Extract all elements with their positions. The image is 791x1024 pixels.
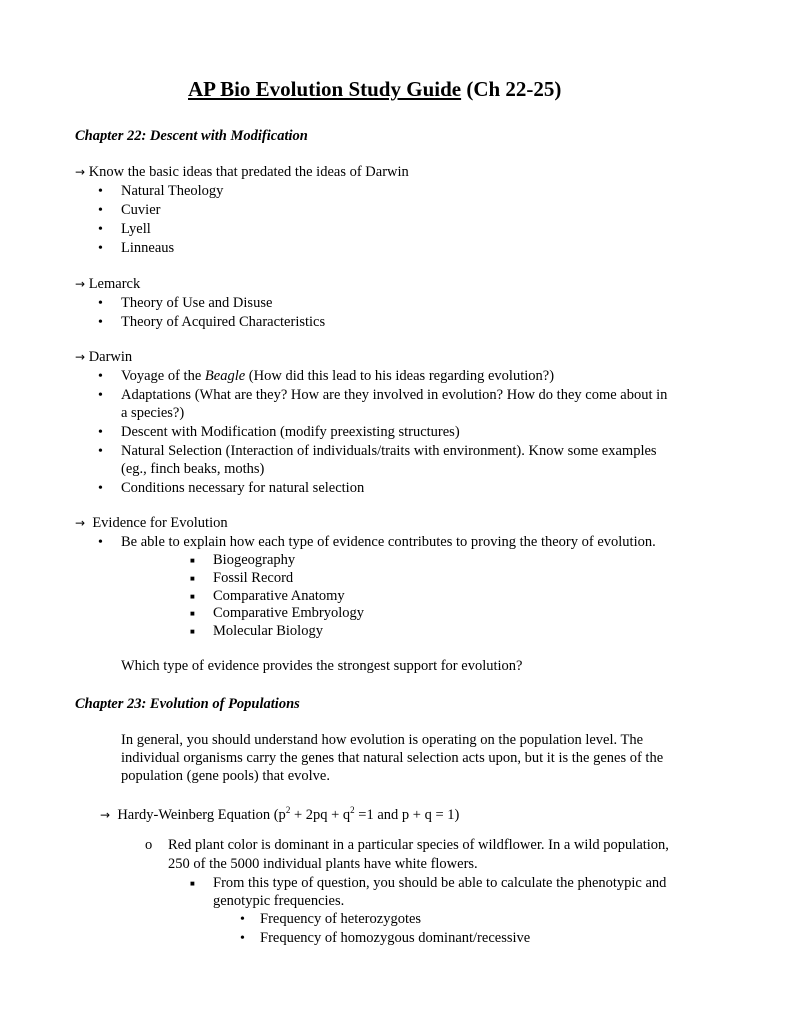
list-item-text-cont: a species?) xyxy=(121,405,185,421)
hw-superscript: 2 xyxy=(285,805,291,815)
list-item-text-cont: (eg., finch beaks, moths) xyxy=(121,461,265,477)
frequency-item: Frequency of heterozygotes xyxy=(260,911,422,927)
list-item xyxy=(98,423,103,443)
example-line: 250 of the 5000 individual plants have white flowers. xyxy=(168,856,478,872)
bullet-icon: • xyxy=(98,444,103,459)
evidence-heading xyxy=(75,514,228,533)
square-bullet-icon: ■ xyxy=(190,627,195,636)
paragraph-line: individual organisms carry the genes that natural selection acts upon, but it is the genes of the xyxy=(121,750,664,766)
predated-heading-text: Know the basic ideas that predated the ideas of Darwin xyxy=(88,164,409,180)
hardy-weinberg-item xyxy=(100,801,459,824)
darwin-heading-text: Darwin xyxy=(88,349,133,365)
page-title xyxy=(188,77,561,101)
lemarck-heading xyxy=(75,275,140,294)
evidence-type: Biogeography xyxy=(213,552,296,568)
list-item-text: Be able to explain how each type of evidence contributes to proving the theory of evolution. xyxy=(121,534,656,550)
evidence-heading-text: Evidence for Evolution xyxy=(92,515,228,531)
hw-part-b: + 2pq + q xyxy=(290,806,351,823)
list-item xyxy=(98,294,103,314)
list-item-text: Conditions necessary for natural selection xyxy=(121,480,365,496)
list-item xyxy=(240,910,245,930)
bullet-icon: • xyxy=(240,931,245,946)
calc-line: genotypic frequencies. xyxy=(213,893,345,909)
list-item-text: Theory of Acquired Characteristics xyxy=(121,314,326,330)
arrow-right-icon: → xyxy=(75,350,86,364)
list-item-text: Lyell xyxy=(121,221,151,237)
list-item-text: Adaptations (What are they? How are they involved in evolution? How do they come about in xyxy=(121,387,668,403)
list-item xyxy=(98,239,103,259)
bullet-icon: • xyxy=(98,369,103,384)
evidence-type: Molecular Biology xyxy=(213,623,323,639)
circle-bullet-icon: o xyxy=(145,837,153,853)
darwin-heading xyxy=(75,348,132,367)
arrow-right-icon: → xyxy=(75,516,86,530)
list-item-text: Theory of Use and Disuse xyxy=(121,295,273,311)
beagle-pre: Voyage of the xyxy=(121,368,205,384)
title-chapters: (Ch 22-25) xyxy=(461,77,562,101)
evidence-type: Fossil Record xyxy=(213,570,294,586)
bullet-icon: • xyxy=(98,388,103,403)
square-bullet-icon: ■ xyxy=(190,556,195,565)
bullet-icon: • xyxy=(98,481,103,496)
list-item xyxy=(98,367,103,387)
arrow-right-icon: → xyxy=(75,165,86,179)
evidence-type: Comparative Anatomy xyxy=(213,588,345,604)
bullet-icon: • xyxy=(98,296,103,311)
beagle-ship-name: Beagle xyxy=(204,368,246,384)
list-item xyxy=(98,533,103,553)
lemarck-heading-text: Lemarck xyxy=(88,276,141,292)
square-bullet-icon: ■ xyxy=(190,592,195,601)
title-main: AP Bio Evolution Study Guide xyxy=(188,77,462,101)
list-item xyxy=(240,929,245,949)
evidence-question: Which type of evidence provides the strongest support for evolution? xyxy=(121,658,523,674)
predated-heading xyxy=(75,163,409,182)
hw-part-a: Hardy-Weinberg Equation (p xyxy=(117,806,286,823)
bullet-icon: • xyxy=(98,222,103,237)
bullet-icon: • xyxy=(98,315,103,330)
list-item xyxy=(98,201,103,221)
list-item xyxy=(98,220,103,240)
list-item-text: Linneaus xyxy=(121,240,175,256)
bullet-icon: • xyxy=(240,912,245,927)
chapter-23-heading: Chapter 23: Evolution of Populations xyxy=(75,696,300,712)
list-item xyxy=(98,479,103,499)
list-item-text: Natural Theology xyxy=(121,183,224,199)
bullet-icon: • xyxy=(98,184,103,199)
calc-line: From this type of question, you should be able to calculate the phenotypic and xyxy=(213,875,667,891)
hw-part-c: =1 and p + q = 1) xyxy=(354,806,460,823)
list-item xyxy=(98,182,103,202)
square-bullet-icon: ■ xyxy=(190,574,195,583)
list-item xyxy=(98,313,103,333)
square-bullet-icon: ■ xyxy=(190,879,195,888)
list-item-text: Cuvier xyxy=(121,202,161,218)
beagle-post: (How did this lead to his ideas regarding evolution?) xyxy=(245,368,555,384)
arrow-right-icon: → xyxy=(100,807,111,822)
frequency-item: Frequency of homozygous dominant/recessive xyxy=(260,930,531,946)
bullet-icon: • xyxy=(98,241,103,256)
list-item xyxy=(98,442,103,462)
paragraph-line: In general, you should understand how evolution is operating on the population level. The xyxy=(121,732,644,748)
square-bullet-icon: ■ xyxy=(190,609,195,618)
list-item xyxy=(98,386,103,406)
bullet-icon: • xyxy=(98,535,103,550)
evidence-type: Comparative Embryology xyxy=(213,605,365,621)
example-line: Red plant color is dominant in a particular species of wildflower. In a wild population, xyxy=(168,837,669,853)
bullet-icon: • xyxy=(98,425,103,440)
list-item-text: Natural Selection (Interaction of individuals/traits with environment). Know some examples xyxy=(121,443,657,459)
chapter-22-heading: Chapter 22: Descent with Modification xyxy=(75,128,308,144)
bullet-icon: • xyxy=(98,203,103,218)
paragraph-line: population (gene pools) that evolve. xyxy=(121,768,330,784)
list-item-text xyxy=(121,367,554,386)
list-item-text: Descent with Modification (modify preexisting structures) xyxy=(121,424,460,440)
hw-superscript: 2 xyxy=(350,805,355,815)
arrow-right-icon: → xyxy=(75,277,86,291)
